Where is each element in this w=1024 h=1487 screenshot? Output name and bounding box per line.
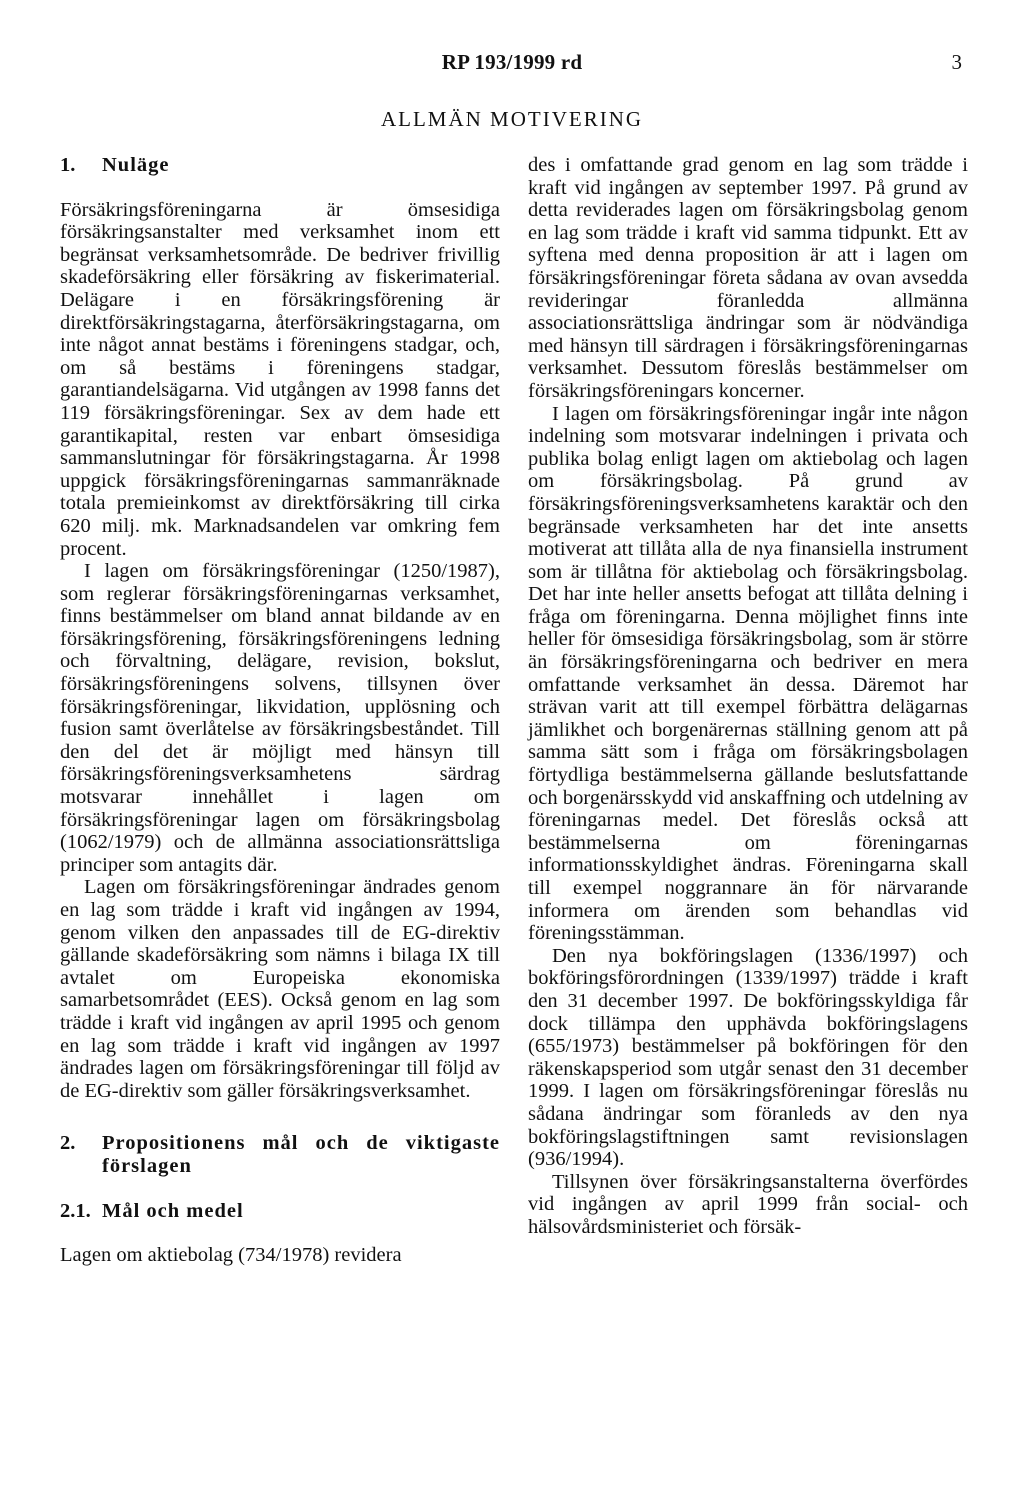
paragraph: Försäkringsföreningarna är ömsesidiga försäkringsanstalter med verksamhet inom ett begränsat verksamhetsområde. De bedriver frivillig skadeförsäkring eller försäkring av fiskerimaterial. Delägare i en försäkringsförening är direktförsäkringstagarna, återförsäkringstagarna, om inte något annat bestäms i föreningens stadgar, och, om så bestäms i föreningens stadgar, garantiandelsägarna. Vid utgången av 1998 fanns det 119 försäkringsföreningar. Sex av dem hade ett garantikapital, resten var enbart ömsesidiga sammanslutningar för försäkringstagarna. År 1998 uppgick försäkringsföreningarnas sammanräknade totala premieinkomst av direktförsäkring till cirka 620 milj. mk. Marknadsandelen var omkring fem procent. — [60, 198, 500, 560]
section-1-number: 1. — [60, 154, 76, 176]
page-header — [0, 50, 1024, 84]
page-number: 3 — [951, 50, 962, 74]
main-title: ALLMÄN MOTIVERING — [380, 107, 644, 131]
paragraph: I lagen om försäkringsföreningar (1250/1987), som reglerar försäkringsföreningarnas verksamhet, finns bestämmelser om bland annat bildande av en försäkringsförening, försäkringsföreningens ledning och förvaltning, delägare, revision, bokslut, försäkringsföreningens solvens, tillsynen över försäkringsföreningar, likvidation, upplösning och fusion samt överlåtelse av försäkringsbeståndet. Till den del det är möjligt med hänsyn till försäkringsföreningsverksamhetens särdrag motsvarar innehållet i lagen om försäkringsföreningar lagen om försäkringsbolag (1062/1979) och de allmänna associationsrättsliga principer som antagits där. — [60, 560, 500, 876]
left-column — [60, 154, 500, 1267]
section-2-1-title: Mål och medel — [102, 1199, 244, 1222]
paragraph: des i omfattande grad genom en lag som trädde i kraft vid ingången av september 1997. På grund av detta reviderades lagen om försäkringsbolag genom en lag som trädde i kraft vid samma tidpunkt. Ett av syftena med denna proposition är att i lagen om försäkringsföreningar företa sådana av ovan avsedda revideringar föranledda allmänna associationsrättsliga ändringar som är nödvändiga med hänsyn till särdragen i försäkringsföreningarnas verksamhet. Dessutom föreslås bestämmelser om försäkringsföreningars koncerner. — [528, 154, 968, 402]
paragraph: Tillsynen över försäkringsanstalterna överfördes vid ingången av april 1999 från social- och hälsovårdsministeriet och försäk- — [528, 1170, 968, 1238]
section-2-1-heading — [60, 1200, 500, 1223]
right-column — [528, 154, 968, 1239]
section-2-heading — [60, 1132, 500, 1177]
section-2-number: 2. — [60, 1132, 76, 1155]
section-1-heading — [60, 154, 500, 177]
section-1-title: Nuläge — [102, 154, 170, 176]
paragraph: Den nya bokföringslagen (1336/1997) och bokföringsförordningen (1339/1997) trädde i kraft den 31 december 1997. De bokföringsskyldiga får dock tillämpa den upphävda bokföringslagens (655/1973) bestämmelser på bokföringen för den räkenskapsperiod som utgår senast den 31 december 1999. I lagen om försäkringsföreningar föreslås nu sådana ändringar som föranleds av den nya bokföringslagstiftningen samt revisionslagen (936/1994). — [528, 944, 968, 1171]
section-2-1-number: 2.1. — [60, 1199, 91, 1222]
paragraph: Lagen om försäkringsföreningar ändrades genom en lag som trädde i kraft vid ingången av 1994, genom vilken den anpassades till de EG-direktiv gällande skadeförsäkring som nämns i bilaga IX till avtalet om Europeiska ekonomiska samarbetsområdet (EES). Också genom en lag som trädde i kraft vid ingången av april 1995 och genom en lag som trädde i kraft vid ingången av 1997 ändrades lagen om försäkringsföreningar till följd av de EG-direktiv som gäller försäkringsverksamhet. — [60, 876, 500, 1102]
section-2-title: Propositionens mål och de viktigaste förslagen — [102, 1132, 500, 1177]
paragraph: I lagen om försäkringsföreningar ingår inte någon indelning som motsvarar indelningen i privata och publika bolag enligt lagen om aktiebolag och lagen om försäkringsbolag. På grund av försäkringsföreningsverksamhetens karaktär och den begränsade verksamheten har det inte ansetts motiverat att tillåta alla de nya finansiella instrument som är tillåtna för aktiebolag och försäkringsbolag. Det har inte heller ansetts befogat att tillåta delning i fråga om föreningarna. Denna möjlighet finns inte heller för ömsesidiga försäkringsbolag, som är större än försäkringsföreningarna och bedriver en mera omfattande verksamhet än dessa. Däremot har strävan varit att till exempel förbättra delägarnas jämlikhet och borgenärernas ställning genom att på samma sätt som i fråga om försäkringsbolagen förtydliga bestämmelserna gällande beslutsfattande och borgenärsskydd vid anskaffning och utdelning av föreningarnas medel. Det föreslås också att bestämmelserna om föreningarnas informationsskyldighet ändras. Föreningarna skall till exempel noggrannare än för närvarande informera om ärenden som behandlas vid föreningsstämman. — [528, 402, 968, 945]
document-id: RP 193/1999 rd — [441, 50, 583, 74]
paragraph: Lagen om aktiebolag (734/1978) revidera — [60, 1244, 402, 1267]
